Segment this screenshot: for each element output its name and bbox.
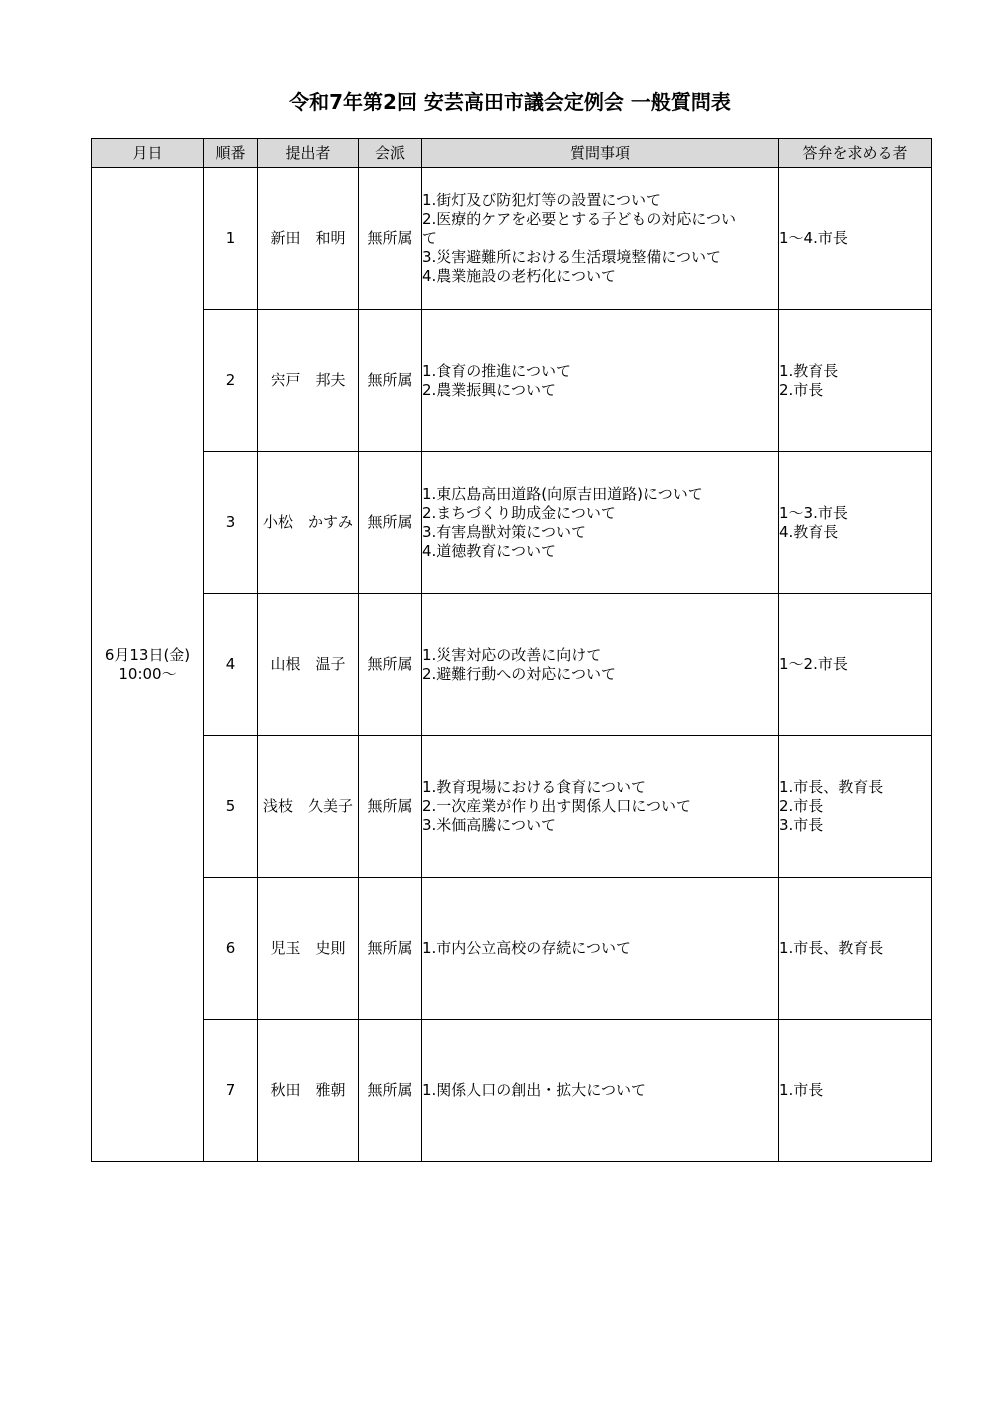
- question-item: 4.道徳教育について: [422, 541, 557, 560]
- table-row: [92, 594, 932, 736]
- header-date: 月日: [92, 139, 204, 168]
- question-item: 1.災害対応の改善に向けて: [422, 645, 602, 664]
- date-time: 10:00〜: [118, 664, 177, 683]
- respondent-item: 1〜2.市長: [779, 655, 848, 673]
- respondent-item: 1〜4.市長: [779, 229, 848, 247]
- header-questions: 質問事項: [422, 139, 779, 168]
- respondents-cell: [779, 310, 932, 452]
- question-item: 2.一次産業が作り出す関係人口について: [422, 797, 692, 815]
- question-item: 2.農業振興について: [422, 380, 557, 399]
- order-cell: 5: [204, 736, 258, 878]
- submitter-cell: 山根 温子: [258, 594, 359, 736]
- faction-cell: 無所属: [359, 736, 422, 878]
- table-header-row: [92, 139, 932, 168]
- table-row: [92, 452, 932, 594]
- respondents-cell: [779, 878, 932, 1020]
- faction-cell: 無所属: [359, 594, 422, 736]
- respondent-item: 1.市長、教育長: [779, 778, 884, 796]
- header-order: 順番: [204, 139, 258, 168]
- faction-cell: 無所属: [359, 1020, 422, 1162]
- questions-cell: [422, 594, 779, 736]
- respondent-item: 3.市長: [779, 816, 824, 834]
- question-item: て: [422, 229, 438, 247]
- order-cell: 3: [204, 452, 258, 594]
- faction-cell: 無所属: [359, 878, 422, 1020]
- submitter-cell: 児玉 史則: [258, 878, 359, 1020]
- question-item: 1.関係人口の創出・拡大について: [422, 1081, 647, 1099]
- order-cell: 2: [204, 310, 258, 452]
- header-faction: 会派: [359, 139, 422, 168]
- question-item: 1.市内公立高校の存続について: [422, 939, 632, 957]
- question-item: 3.米価高騰について: [422, 816, 557, 834]
- submitter-cell: 小松 かすみ: [258, 452, 359, 594]
- header-respondents: 答弁を求める者: [779, 139, 932, 168]
- respondent-item: 1.市長: [779, 1081, 824, 1099]
- table-row: [92, 878, 932, 1020]
- question-item: 3.災害避難所における生活環境整備について: [422, 248, 722, 266]
- table-row: [92, 1020, 932, 1162]
- submitter-cell: 宍戸 邦夫: [258, 310, 359, 452]
- table-row: [92, 736, 932, 878]
- question-item: 2.避難行動への対応について: [422, 664, 617, 683]
- submitter-cell: 新田 和明: [258, 168, 359, 310]
- respondents-cell: [779, 168, 932, 310]
- faction-cell: 無所属: [359, 168, 422, 310]
- order-cell: 1: [204, 168, 258, 310]
- questions-cell: [422, 1020, 779, 1162]
- faction-cell: 無所属: [359, 452, 422, 594]
- date-cell: [92, 168, 204, 1162]
- submitter-cell: 秋田 雅朝: [258, 1020, 359, 1162]
- header-submitter: 提出者: [258, 139, 359, 168]
- respondents-cell: [779, 736, 932, 878]
- question-item: 1.東広島高田道路(向原吉田道路)について: [422, 484, 703, 503]
- question-item: 1.街灯及び防犯灯等の設置について: [422, 191, 662, 209]
- questions-cell: [422, 310, 779, 452]
- table-row: [92, 310, 932, 452]
- respondent-item: 1.教育長: [779, 361, 839, 380]
- question-item: 1.食育の推進について: [422, 361, 572, 380]
- respondent-item: 1.市長、教育長: [779, 939, 884, 957]
- question-item: 3.有害鳥獣対策について: [422, 522, 587, 541]
- question-item: 2.医療的ケアを必要とする子どもの対応につい: [422, 210, 737, 228]
- respondents-cell: [779, 594, 932, 736]
- question-item: 2.まちづくり助成金について: [422, 503, 616, 522]
- table-body: [92, 168, 932, 1162]
- faction-cell: 無所属: [359, 310, 422, 452]
- questions-cell: [422, 736, 779, 878]
- questions-cell: [422, 878, 779, 1020]
- respondents-cell: [779, 452, 932, 594]
- order-cell: 6: [204, 878, 258, 1020]
- question-item: 1.教育現場における食育について: [422, 778, 647, 796]
- date-day: 6月13日(金): [104, 645, 191, 664]
- respondent-item: 2.市長: [779, 797, 824, 815]
- submitter-cell: 浅枝 久美子: [258, 736, 359, 878]
- questions-cell: [422, 452, 779, 594]
- page-title: 令和7年第2回 安芸高田市議会定例会 一般質問表: [289, 90, 731, 114]
- general-question-table: [91, 138, 932, 1162]
- order-cell: 7: [204, 1020, 258, 1162]
- table-row: [92, 168, 932, 310]
- respondents-cell: [779, 1020, 932, 1162]
- respondent-item: 2.市長: [779, 380, 824, 399]
- question-item: 4.農業施設の老朽化について: [422, 267, 617, 285]
- respondent-item: 4.教育長: [779, 522, 839, 541]
- order-cell: 4: [204, 594, 258, 736]
- questions-cell: [422, 168, 779, 310]
- respondent-item: 1〜3.市長: [779, 503, 848, 522]
